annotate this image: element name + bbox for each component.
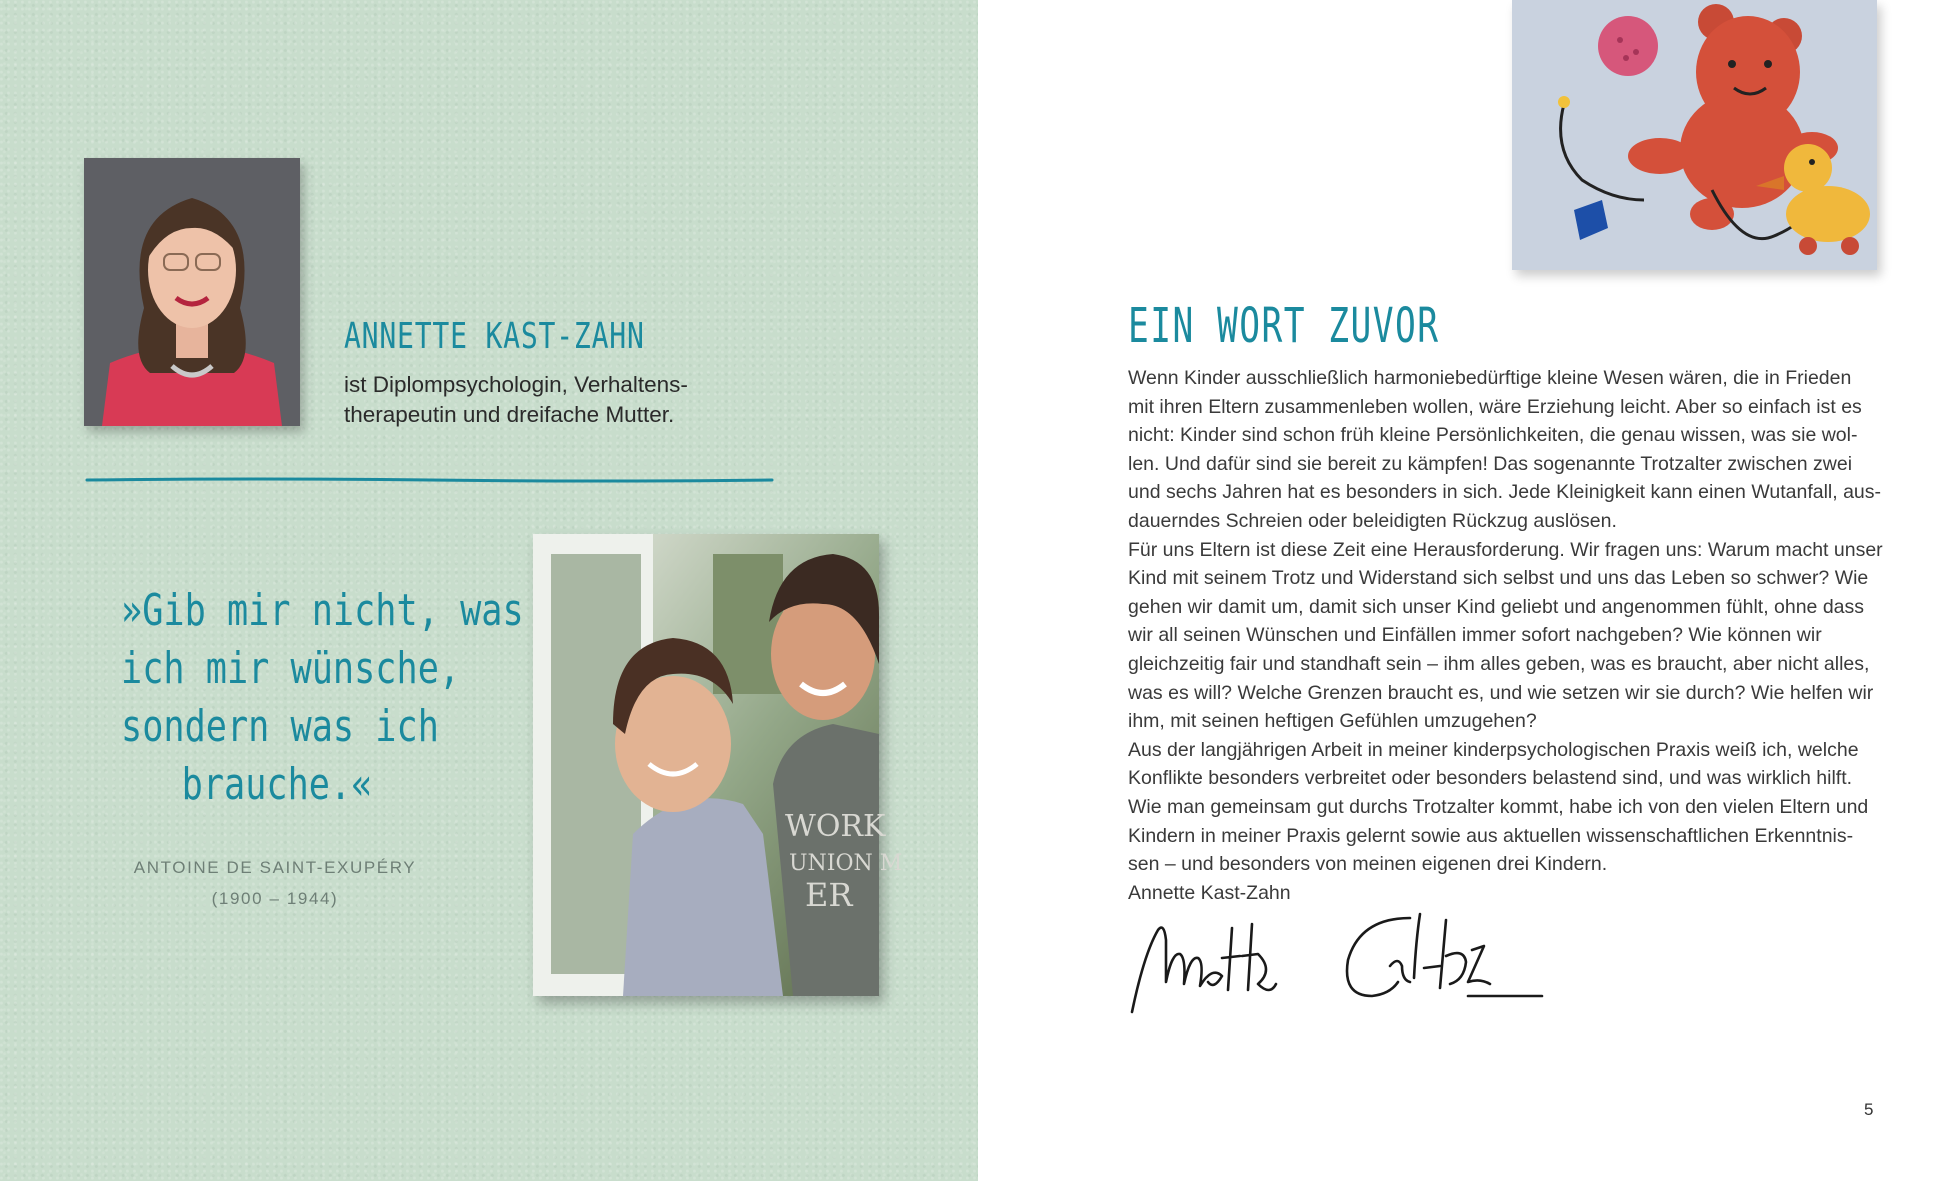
- shirt-print-line: WORK: [785, 809, 886, 844]
- text-line: Wenn Kinder ausschließlich harmoniebedürftige kleine Wesen wären, die in Frieden: [1128, 367, 1852, 389]
- quote-author-name: ANTOINE DE SAINT-EXUPÉRY: [133, 858, 417, 877]
- quote-line: »Gib mir nicht, was: [121, 585, 524, 636]
- quote-author-years: (1900 – 1944): [211, 889, 339, 908]
- handwritten-signature: [1128, 900, 1558, 1020]
- text-line: Für uns Eltern ist diese Zeit eine Herausforderung. Wir fragen uns: Warum macht unser: [1128, 538, 1883, 561]
- father-child-image: [533, 534, 903, 996]
- author-description-line: therapeutin und dreifache Mutter.: [344, 402, 675, 427]
- shirt-print-line: ER: [805, 876, 853, 914]
- text-line: Kindern in meiner Praxis gelernt sowie aus aktuellen wissenschaftlichen Erkenntnis-: [1128, 824, 1854, 847]
- text-line: wir all seinen Wünschen und Einfällen immer sofort nachgeben? Wie können wir: [1128, 624, 1822, 647]
- text-line: nicht: Kinder sind schon früh kleine Persönlichkeiten, die genau wissen, was sie wol-: [1128, 424, 1858, 447]
- text-line: Konflikte besonders verbreitet oder besonders belastend sind, und was wirklich hilft.: [1128, 767, 1853, 790]
- author-description: [344, 370, 764, 430]
- toy-illustration: [1512, 0, 1877, 270]
- author-signoff: Annette Kast-Zahn: [1128, 881, 1291, 904]
- text-line: ihm, mit seinen heftigen Gefühlen umzugehen?: [1128, 710, 1537, 733]
- text-line: gleichzeitig fair und standhaft sein – ihm alles geben, was es braucht, aber nicht alles,: [1128, 652, 1870, 675]
- text-line: len. Und dafür sind sie bereit zu kämpfen! Das sogenannte Trotzalter zwischen zwei: [1128, 452, 1853, 475]
- teddy-bear-duck-illustration: [1512, 0, 1877, 270]
- author-description-line: ist Diplompsychologin, Verhaltens-: [344, 372, 688, 397]
- shirt-print-line: UNION M: [789, 851, 903, 876]
- quote-text: [82, 582, 524, 814]
- text-line: Aus der langjährigen Arbeit in meiner kinderpsychologischen Praxis weiß ich, welche: [1128, 738, 1859, 761]
- quote-line: brauche.«: [181, 759, 373, 810]
- author-portrait-image: [84, 158, 300, 426]
- father-child-photo: [533, 534, 903, 996]
- author-name: ANNETTE KAST-ZAHN: [344, 316, 645, 357]
- quote-attribution: [110, 852, 440, 914]
- text-line: Kind mit seinem Trotz und Widerstand sich selbst und uns das Leben so schwer? Wie: [1128, 567, 1869, 590]
- section-title: EIN WORT ZUVOR: [1128, 298, 1440, 354]
- text-line: mit ihren Eltern zusammenleben wollen, wäre Erziehung leicht. Aber so einfach ist es: [1128, 395, 1862, 418]
- text-line: was es will? Welche Grenzen braucht es, und wie setzen wir sie durch? Wie helfen wir: [1128, 681, 1874, 704]
- quote-line: ich mir wünsche,: [121, 643, 461, 694]
- text-line: gehen wir damit um, damit sich unser Kind geliebt und angenommen fühlt, ohne dass: [1128, 595, 1865, 618]
- author-portrait: [84, 158, 300, 426]
- section-divider: [86, 476, 774, 484]
- text-line: Wie man gemeinsam gut durchs Trotzalter kommt, habe ich von den vielen Eltern und: [1128, 795, 1869, 818]
- text-line: sen – und besonders von meinen eigenen drei Kindern.: [1128, 853, 1608, 876]
- text-line: und sechs Jahren hat es besonders in sich. Jede Kleinigkeit kann einen Wutanfall, aus-: [1128, 481, 1882, 504]
- foreword-text: [1128, 364, 1883, 907]
- page-number: 5: [1864, 1100, 1874, 1119]
- text-line: dauerndes Schreien oder beleidigten Rückzug auslösen.: [1128, 509, 1617, 532]
- quote-line: sondern was ich: [121, 701, 439, 752]
